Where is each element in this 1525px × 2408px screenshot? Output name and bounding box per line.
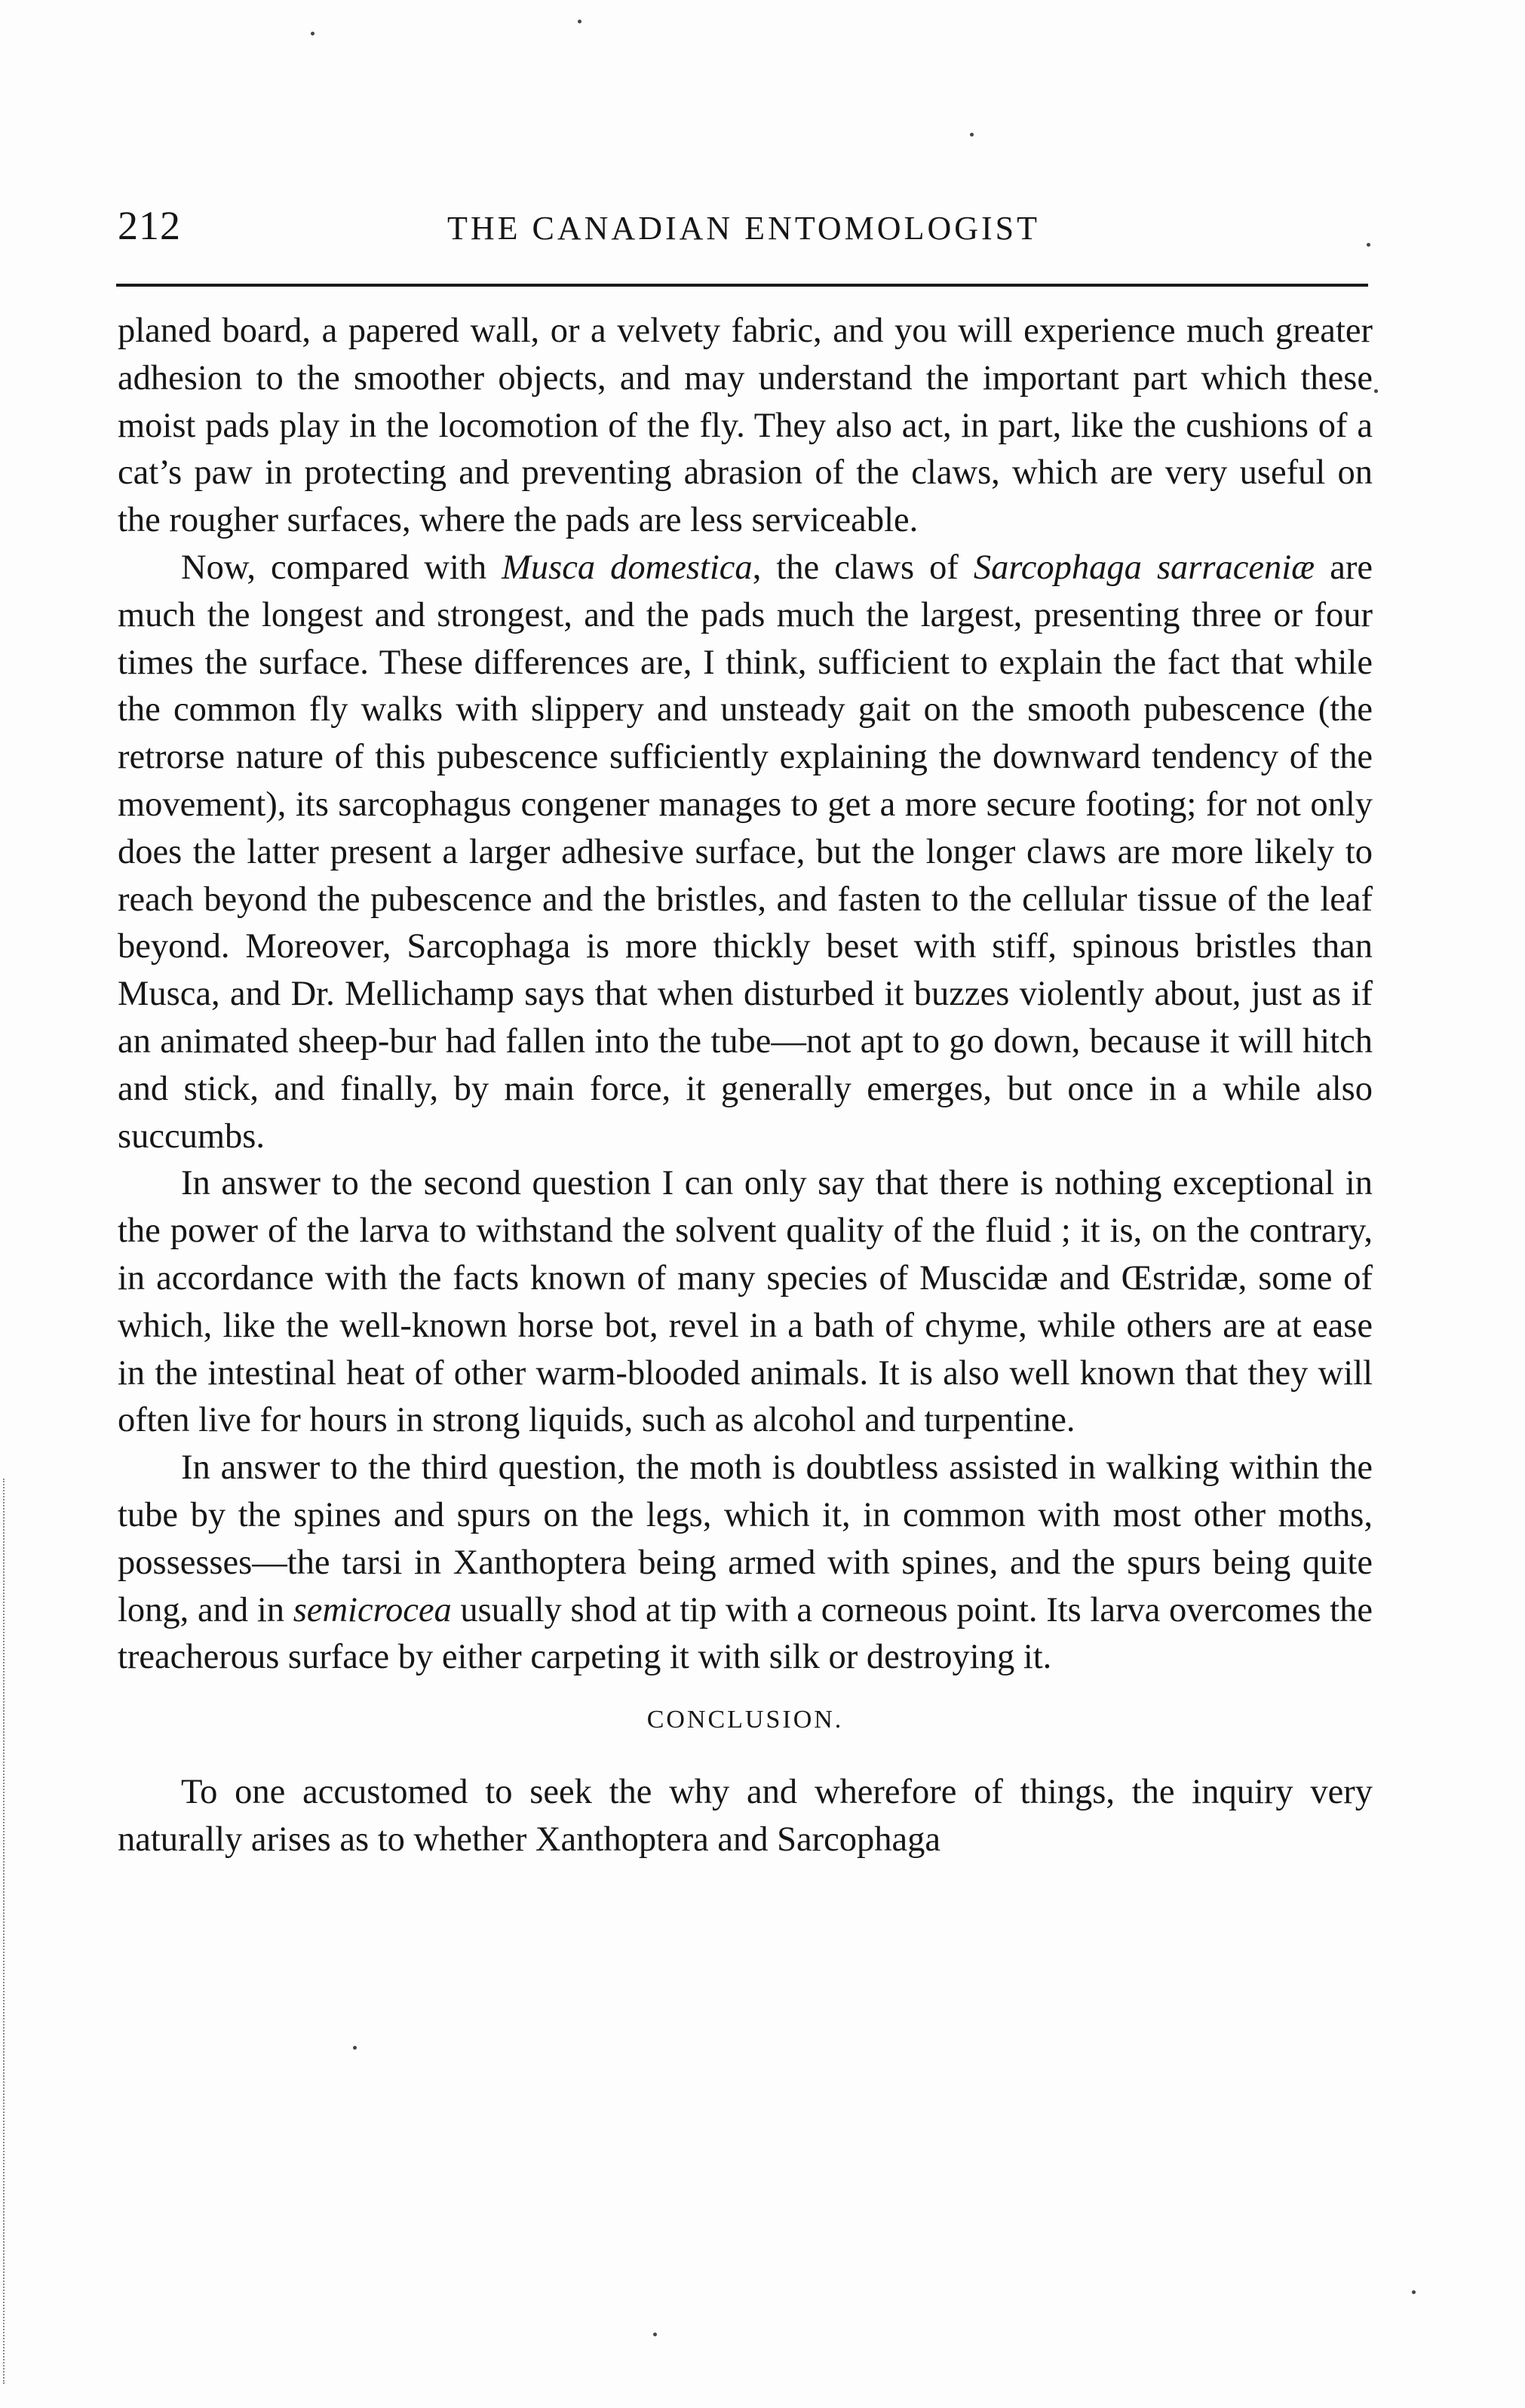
italic-text-run: Sarcophaga sarraceniæ	[973, 548, 1315, 587]
speck	[1374, 389, 1378, 393]
page-number: 212	[118, 203, 181, 248]
speck	[578, 20, 581, 23]
speck	[970, 133, 974, 137]
text-run: planed board, a papered wall, or a velvety fabric, and you will experience much greater adhesion to the smoother objects, and may understand the important part which these moist pads play in the locomotion of the fly. They also act, in part, like the cushions of a cat’s paw in protecting and preventing abrasion of the claws, which are very useful on the rougher surfaces, where the pads are less serviceable.	[118, 312, 1373, 540]
paragraph-1	[118, 308, 1373, 545]
speck	[353, 2046, 357, 2050]
scan-edge-marks	[3, 1479, 9, 2384]
journal-title: THE CANADIAN ENTOMOLOGIST	[446, 210, 1041, 247]
italic-text-run: semicrocea	[293, 1590, 452, 1629]
speck	[1367, 243, 1370, 247]
speck	[311, 32, 315, 35]
paragraph-2	[118, 545, 1373, 1160]
text-run: In answer to the third question, the moth is doubtless assisted in walking within the tube by the spines and spurs on the legs, which it, in common with most other moths, possesses—the tarsi in Xanthoptera being armed with spines, and the spurs being quite long, and in	[118, 1448, 1373, 1629]
paragraph-3	[118, 1160, 1373, 1445]
text-run: are much the longest and strongest, and the pads much the largest, presenting three or four times the surface. These differences are, I think, sufficient to explain the fact that while the common fly walks with slippery and unsteady gait on the smooth pubescence (the retrorse nature of this pubescence sufficiently explaining the downward tendency of the movement), its sarcophagus congener manages to get a more secure footing; for not only does the latter present a larger adhesive surface, but the longer claws are more likely to reach beyond the pubescence and the bristles, and fasten to the cellular tissue of the leaf beyond. Moreover, Sarcophaga is more thickly beset with stiff, spinous bristles than Musca, and Dr. Mellichamp says that when disturbed it buzzes violently about, just as if an animated sheep-bur had fallen into the tube—not apt to go down, because it will hitch and stick, and finally, by main force, it generally emerges, but once in a while also succumbs.	[118, 548, 1373, 1156]
speck	[653, 2333, 657, 2336]
paragraph-4	[118, 1445, 1373, 1682]
header-rule	[116, 284, 1368, 287]
italic-text-run: Musca domestica	[502, 548, 753, 587]
text-run: , the claws of	[752, 548, 974, 587]
paragraph-closing	[118, 1769, 1373, 1864]
text-run: usually shod at tip with a corneous point. Its larva overcomes the treacherous surface by either carpeting it with silk or destroying it.	[118, 1590, 1373, 1677]
text-run: Now, compared with	[181, 548, 502, 587]
body-text	[118, 308, 1373, 1864]
speck	[1412, 2290, 1416, 2294]
text-run: To one accustomed to seek the why and wherefore of things, the inquiry very naturally arises as to whether Xanthoptera and Sarcophaga	[118, 1773, 1373, 1859]
running-head	[118, 202, 1370, 255]
section-heading: CONCLUSION.	[646, 1706, 844, 1734]
text-run: In answer to the second question I can only say that there is nothing exceptional in the power of the larva to withstand the solvent quality of the fluid ; it is, on the contrary, in accordance with the facts known of many species of Muscidæ and Œstridæ, some of which, like the well-known horse bot, revel in a bath of chyme, while others are at ease in the intestinal heat of other warm-blooded animals. It is also well known that they will often live for hours in strong liquids, such as alcohol and turpentine.	[118, 1164, 1373, 1440]
